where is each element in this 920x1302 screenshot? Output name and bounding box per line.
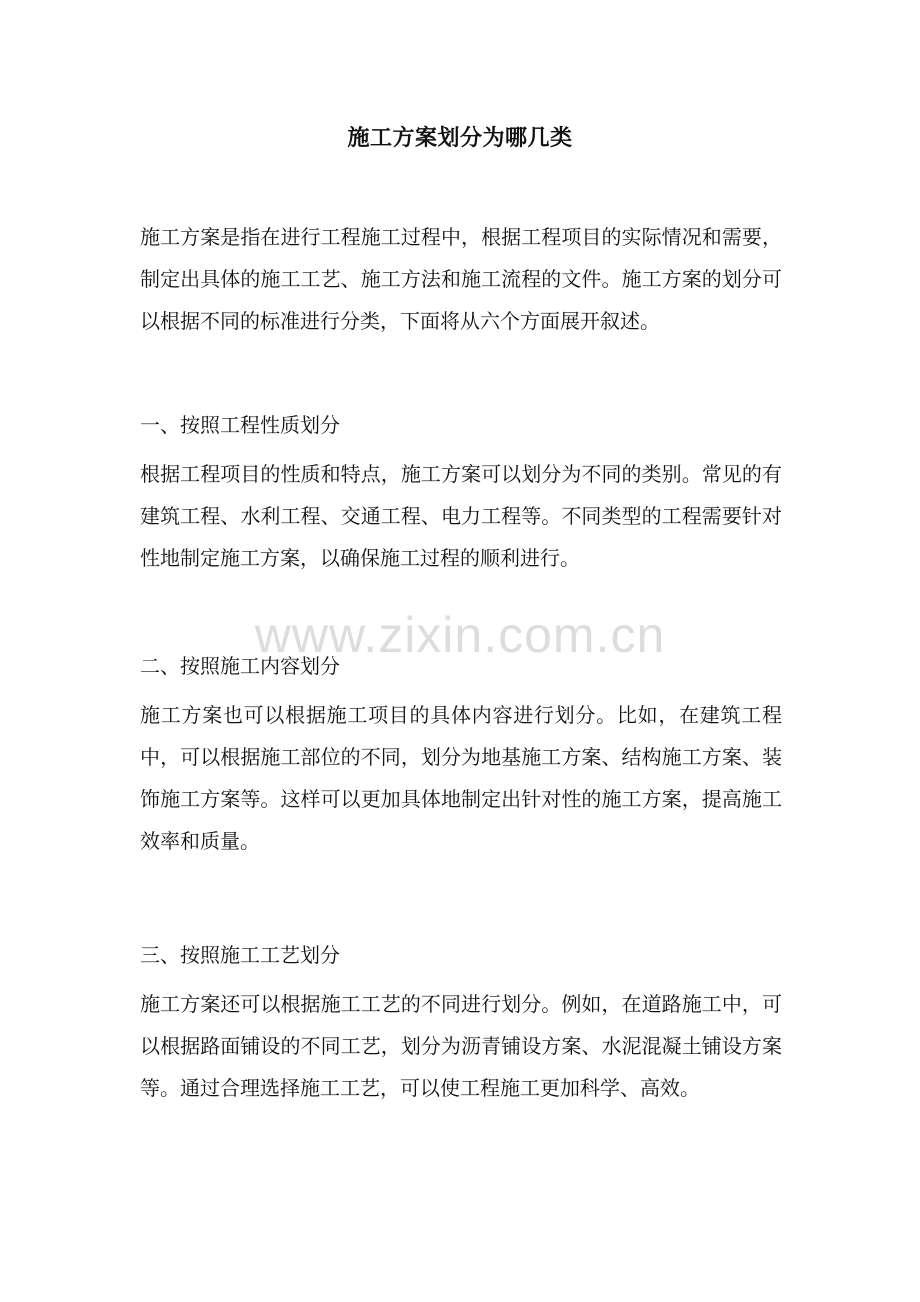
section-heading-3: 三、按照施工工艺划分	[140, 943, 340, 967]
watermark: www.zixin.com.cn	[254, 607, 666, 663]
intro-paragraph: 施工方案是指在进行工程施工过程中，根据工程项目的实际情况和需要，制定出具体的施工工艺、施工方法和施工流程的文件。施工方案的划分可以根据不同的标准进行分类，下面将从六个方面展开叙述。	[140, 225, 782, 333]
document-title: 施工方案划分为哪几类	[347, 125, 573, 151]
section-heading-1: 一、按照工程性质划分	[140, 413, 340, 437]
section-body-3: 施工方案还可以根据施工工艺的不同进行划分。例如，在道路施工中，可以根据路面铺设的不同工艺，划分为沥青铺设方案、水泥混凝土铺设方案等。通过合理选择施工工艺，可以使工程施工更加科学、高效。	[140, 992, 782, 1100]
section-body-2: 施工方案也可以根据施工项目的具体内容进行划分。比如，在建筑工程中，可以根据施工部位的不同，划分为地基施工方案、结构施工方案、装饰施工方案等。这样可以更加具体地制定出针对性的施工方案，提高施工效率和质量。	[140, 703, 782, 853]
section-heading-2: 二、按照施工内容划分	[140, 654, 340, 678]
section-body-1: 根据工程项目的性质和特点，施工方案可以划分为不同的类别。常见的有建筑工程、水利工程、交通工程、电力工程等。不同类型的工程需要针对性地制定施工方案，以确保施工过程的顺利进行。	[140, 462, 782, 570]
